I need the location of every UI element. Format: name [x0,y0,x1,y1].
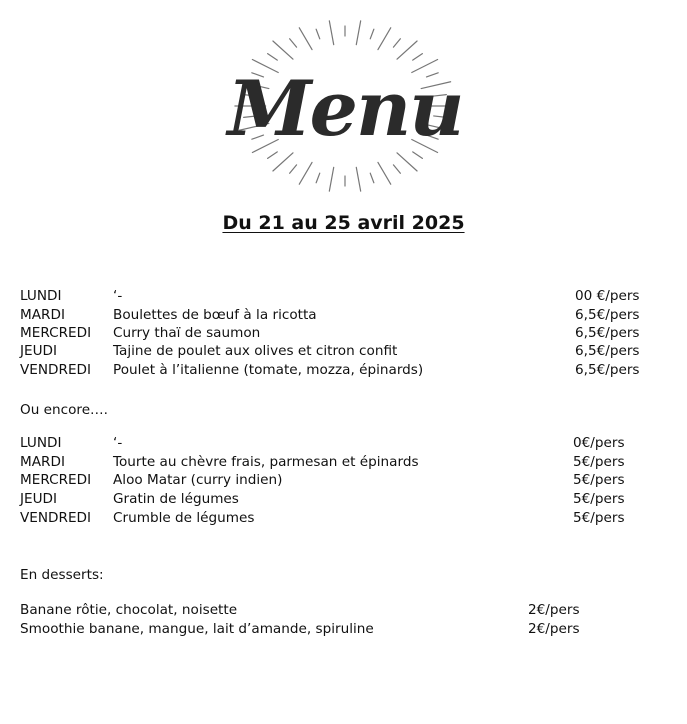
dish-price: 6,5€/pers [575,325,640,341]
dessert-name: Banane rôtie, chocolat, noisette [20,602,238,618]
day-label: VENDREDI [20,510,92,526]
dish-price: 0€/pers [573,435,625,451]
dessert-price: 2€/pers [528,602,580,618]
menu-logo [225,18,465,193]
dessert-price: 2€/pers [528,621,580,637]
dish-name: Poulet à l’italienne (tomate, mozza, épinards) [113,362,424,378]
day-label: LUNDI [20,288,62,304]
day-label: LUNDI [20,435,62,451]
day-label: MARDI [20,454,65,470]
day-label: MERCREDI [20,325,92,341]
dish-price: 5€/pers [573,454,625,470]
dish-name: Tourte au chèvre frais, parmesan et épinards [113,454,419,470]
dish-price: 6,5€/pers [575,307,640,323]
dessert-name: Smoothie banane, mangue, lait d’amande, spiruline [20,621,374,637]
dish-name: ‘- [113,288,123,304]
dish-price: 5€/pers [573,491,625,507]
day-label: MERCREDI [20,472,92,488]
dish-name: Tajine de poulet aux olives et citron confit [113,343,398,359]
dish-name: ‘- [113,435,123,451]
dish-name: Curry thaï de saumon [113,325,261,341]
dish-name: Crumble de légumes [113,510,255,526]
day-label: MARDI [20,307,65,323]
dish-price: 00 €/pers [575,288,640,304]
dish-price: 5€/pers [573,510,625,526]
page-title: Du 21 au 25 avril 2025 [222,212,465,234]
day-label: JEUDI [20,491,58,507]
dish-name: Aloo Matar (curry indien) [113,472,283,488]
day-label: VENDREDI [20,362,92,378]
alternative-label: Ou encore…. [20,402,108,418]
dish-name: Gratin de légumes [113,491,239,507]
dish-name: Boulettes de bœuf à la ricotta [113,307,317,323]
logo-text: Menu [227,64,463,153]
dish-price: 6,5€/pers [575,343,640,359]
dish-price: 6,5€/pers [575,362,640,378]
day-label: JEUDI [20,343,58,359]
desserts-label: En desserts: [20,567,104,583]
dish-price: 5€/pers [573,472,625,488]
